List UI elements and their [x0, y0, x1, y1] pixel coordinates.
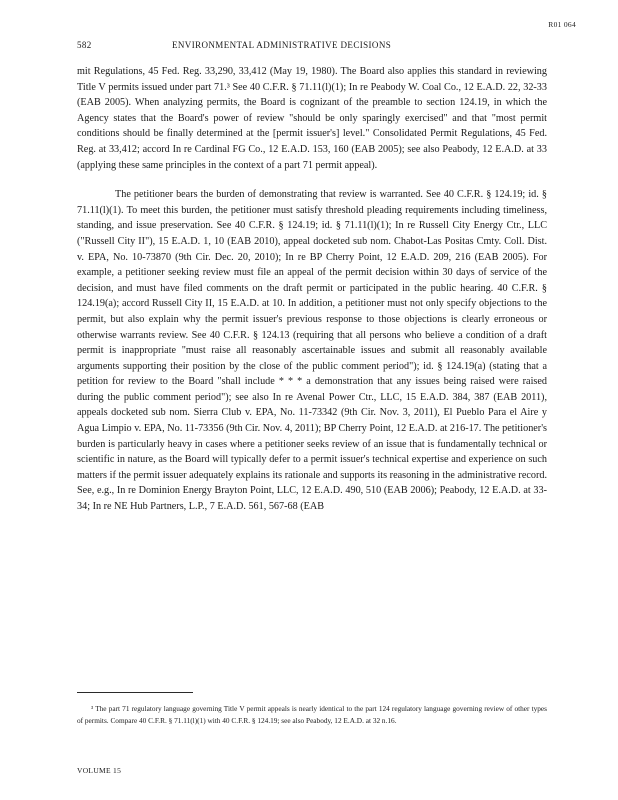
page-id: R01 064	[548, 20, 576, 29]
running-header	[77, 40, 547, 50]
volume-id: VOLUME 15	[77, 766, 122, 775]
header-title: ENVIRONMENTAL ADMINISTRATIVE DECISIONS	[172, 40, 392, 50]
footnote-divider	[77, 692, 193, 693]
page-number: 582	[77, 40, 92, 50]
body-text	[77, 64, 547, 515]
paragraph-1: mit Regulations, 45 Fed. Reg. 33,290, 33,412 (May 19, 1980). The Board also applies this standard in reviewing Title V permits issued under part 71.³ See 40 C.F.R. § 71.11(l)(1); In re Peabody W. Coal Co., 12 E.A.D. 22, 32-33 (EAB 2005). When analyzing permits, the Board is cognizant of the preamble to section 124.19, in which the Agency states that the Board's power of review "should be only sparingly exercised" and that "most permit conditions should be finally determined at the [permit issuer's] level." Consolidated Permit Regulations, 45 Fed. Reg. at 33,412; accord In re Cardinal FG Co., 12 E.A.D. 153, 160 (EAB 2005); see also Peabody, 12 E.A.D. at 33 (applying these same principles in the context of a part 71 permit appeal).	[77, 66, 547, 171]
footnote: ³ The part 71 regulatory language governing Title V permit appeals is nearly identical to the part 124 regulatory language governing review of other types of permits. Compare 40 C.F.R. § 71.11(l)(1) with 40 C.F.R. § 124.19; see also Peabody, 12 E.A.D. at 32 n.16.	[77, 704, 547, 725]
paragraph-2: The petitioner bears the burden of demonstrating that review is warranted. See 40 C.F.R. § 124.19; id. § 71.11(l)(1). To meet this burden, the petitioner must satisfy threshold pleading requirements including timeliness, standing, and issue preservation. See 40 C.F.R. § 124.19; id. § 71.11(l)(1); In re Russell City Energy Ctr., LLC ("Russell City II"), 15 E.A.D. 1, 10 (EAB 2010), appeal docketed sub nom. Chabot-Las Positas Cmty. Coll. Dist. v. EPA, No. 10-73870 (9th Cir. Dec. 20, 2010); In re BP Cherry Point, 12 E.A.D. 209, 216 (EAB 2005). For example, a petitioner seeking review must file an appeal of the permit decision within 30 days of service of the decision, and must have filed comments on the draft permit or participated in the public hearing. 40 C.F.R. § 124.19(a); accord Russell City II, 15 E.A.D. at 10. In addition, a petitioner must not only specify objections to the permit, but also explain why the permit issuer's previous response to those objections is clearly erroneous or otherwise warrants review. See 40 C.F.R. § 124.13 (requiring that all persons who believe a condition of a draft permit is inappropriate "must raise all reasonably ascertainable issues and submit all reasonably available arguments supporting their position by the close of the public comment period"); id. § 124.19(a) (stating that a petition for review to the Board "shall include * * * a demonstration that any issues being raised were raised during the public comment period"); see also In re Avenal Power Ctr., LLC, 15 E.A.D. 384, 387 (EAB 2011), appeals docketed sub nom. Sierra Club v. EPA, No. 11-73342 (9th Cir. Nov. 3, 2011), El Pueblo Para el Aire y Agua Limpio v. EPA, No. 11-73356 (9th Cir. Nov. 4, 2011); BP Cherry Point, 12 E.A.D. at 216-17. The petitioner's burden is particularly heavy in cases where a petitioner seeks review of an issue that is fundamentally technical or scientific in nature, as the Board will typically defer to a permit issuer's technical expertise and experience on such matters if the permit issuer adequately explains its rationale and supports its reasoning in the administrative record. See, e.g., In re Dominion Energy Brayton Point, LLC, 12 E.A.D. 490, 510 (EAB 2006); Peabody, 12 E.A.D. at 33-34; In re NE Hub Partners, L.P., 7 E.A.D. 561, 567-68 (EAB	[77, 189, 547, 513]
